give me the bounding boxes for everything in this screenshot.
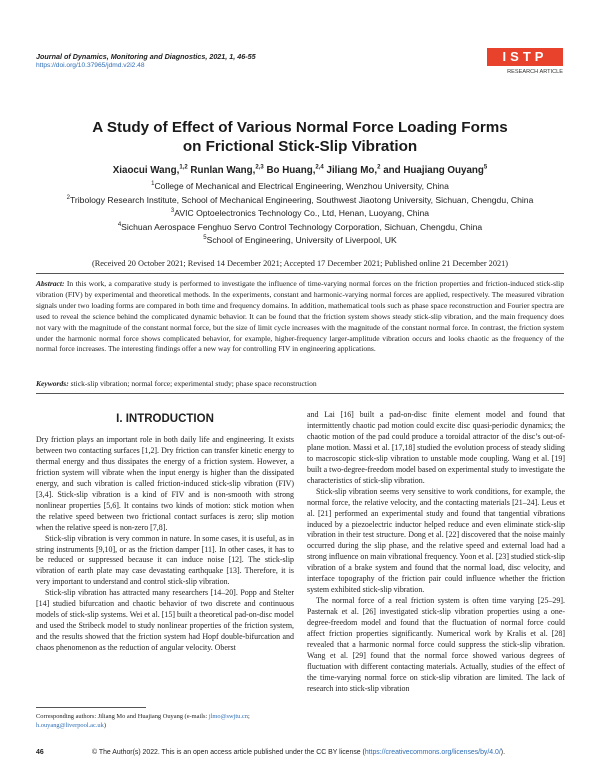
body-column-left xyxy=(36,435,294,654)
page-number: 46 xyxy=(36,749,44,756)
affiliation-text: AVIC Optoelectronics Technology Co., Ltd, Henan, Luoyang, China xyxy=(174,208,430,219)
author-name: and Huajiang Ouyang xyxy=(383,165,484,176)
author-affiliation-marker: 2 xyxy=(377,164,381,171)
author-name: Jiliang Mo, xyxy=(326,165,378,176)
affiliation-item xyxy=(30,234,570,248)
author-name: Bo Huang, xyxy=(266,165,316,176)
affiliation-text: Tribology Research Institute, School of Mechanical Engineering, Southwest Jiaotong University, Sichuan, Chengdu, China xyxy=(69,194,534,205)
keywords xyxy=(36,379,564,388)
author-affiliation-marker: 2,3 xyxy=(255,164,264,171)
email-link-2[interactable]: h.ouyang@liverpool.ac.uk xyxy=(36,722,104,730)
article-type-label: RESEARCH ARTICLE xyxy=(507,69,563,75)
body-paragraph: Dry friction plays an important role in both daily life and engineering. It exists between two contacting surfaces [1,2]. Dry friction can transfer kinetic energy to thermal energy and thus dissipates the energy of a friction system. However, a friction system will vibrate when the input energy is higher than the dissipated energy, and such vibration is called friction-induced stick-slip vibration (FIV) [3,4]. Stick-slip vibration is a kind of FIV and is non-smooth with strong nonlinear properties [5,6]. It contains two kinds of motion: stick motion when the relative speed between two frictional contact surfaces is zero; slip motion when the relative speed is non-zero [7,8]. xyxy=(36,435,294,532)
body-paragraph: Stick-slip vibration is very common in nature. In some cases, it is useful, as in string instruments [9,10], or as the friction damper [11]. In other cases, it has to be reduced or suppressed because it can induce noise [12]. The stick-slip vibration of earth plate may case devastating earthquake [13]. Therefore, it is very important to understand and control stick-slip vibration. xyxy=(36,533,294,587)
keywords-text: stick-slip vibration; normal force; experimental study; phase space reconstruction xyxy=(68,379,317,388)
affiliation-number: 2 xyxy=(66,194,70,201)
footnote-text: Corresponding authors: Jiliang Mo and Huajiang Ouyang (e-mails: xyxy=(36,713,209,720)
title-line-1: A Study of Effect of Various Normal Force Loading Forms xyxy=(92,119,508,136)
footnote-separator: ; xyxy=(247,713,250,720)
footnote-close: ) xyxy=(103,722,106,730)
affiliation-text: College of Mechanical and Electrical Engineering, Wenzhou University, China xyxy=(154,181,449,191)
affiliation-item xyxy=(30,194,570,208)
istp-logo xyxy=(487,48,563,75)
author-list xyxy=(40,165,560,176)
title-line-2: on Frictional Stick-Slip Vibration xyxy=(182,138,418,155)
author-name: Xiaocui Wang, xyxy=(112,165,180,176)
affiliation-number: 4 xyxy=(117,221,122,228)
author-affiliation-marker: 2,4 xyxy=(315,164,324,171)
body-paragraph: Stick-slip vibration has attracted many researchers [14–20]. Popp and Stelter [14] studied bifurcation and chaotic behavior of two discrete and continuous models of stick-slip systems. Wei et al. [15] built a theoretical pad-on-disc model and used the Stribeck model to study nonlinear properties of the friction system, and the results showed that the friction system had Hopf double-bifurcation and chaos phenomenon as the reduction of angular velocity. Oberst xyxy=(36,588,294,653)
author-affiliation-marker: 1,2 xyxy=(179,164,188,171)
abstract-label: Abstract: xyxy=(36,279,65,288)
abstract-top-rule xyxy=(36,273,564,274)
license-text: © The Author(s) 2022. This is an open access article published under the CC BY license ( xyxy=(92,749,365,756)
affiliation-number: 1 xyxy=(151,181,155,188)
body-column-right xyxy=(307,410,565,695)
email-link-1[interactable]: jlmo@swjtu.cn xyxy=(208,713,248,720)
corresponding-author-footnote xyxy=(36,712,294,731)
section-heading: I. INTRODUCTION xyxy=(116,413,214,425)
keywords-label: Keywords: xyxy=(36,379,69,388)
license-link[interactable]: https://creativecommons.org/licenses/by/4.0/ xyxy=(364,749,501,756)
license-text-end: ). xyxy=(500,749,505,756)
doi-link[interactable]: https://doi.org/10.37965/jdmd.v2i2.48 xyxy=(36,62,145,69)
author-name: Runlan Wang, xyxy=(190,165,256,176)
affiliation-list xyxy=(30,180,570,248)
body-paragraph: and Lai [16] built a pad-on-disc finite element model and found that intermittently chaotic pad motion could excite disc quasi-periodic dynamics; the chaotic motion of the pad could produce a toroidal attractor of the disc’s out-of-plane motion. Massi et al. [17,18] studied the evolution process of steady sliding to macroscopic stick-slip vibration to unstable mode coupling. Wang et al. [19] built a two-degree-freedom model based on experimental study to investigate the characteristics of stick-slip vibration. xyxy=(307,410,565,485)
license-statement xyxy=(92,749,505,756)
journal-citation: Journal of Dynamics, Monitoring and Diagnostics, 2021, 1, 46-55 xyxy=(36,52,256,61)
body-paragraph: The normal force of a real friction system is often time varying [25–29]. Pasternak et al. [26] investigated stick-slip vibration properties using a one-degree-freedom model and found that the fluctuation of normal force could affect friction properties significantly. Numerical work by Kralis et al. [28] revealed that a harmonic normal force could suppress the stick-slip vibration. Wang et al. [29] found that the normal force showed various degrees of fluctuation with different contacting materials. Actually, studies of the effect of the time-varying normal force on stick-slip vibration are limited. The lack of research into stick-slip vibration xyxy=(307,596,565,693)
publication-history: (Received 20 October 2021; Revised 14 December 2021; Accepted 17 December 2021; Published online 21 December 2021) xyxy=(91,259,509,268)
abstract-text: In this work, a comparative study is performed to investigate the influence of time-varying normal forces on the friction properties and friction-induced stick-slip vibration (FIV) by experimental and theoretical methods. In the experiments, constant and harmonic-varying normal forces are applied, respectively. The measured vibration signals under two loading forms are compared in both time and frequency domains. In addition, mathematical tools such as phase space reconstruction and Fourier spectra are used to reveal the science behind the complicated dynamic behavior. It can be found that the friction system shows steady stick-slip vibration, and the main frequency does not vary with the magnitude of the constant normal force, but the size of limit cycle increases with the magnitude of the constant normal force. In contrast, the friction system under the harmonic normal force shows complicated behavior, for example, higher-frequency larger-amplitude vibration occurs and looks chaotic as the frequency of the normal force increases. The interesting findings offer a new way for controlling FIV in engineering applications. xyxy=(36,279,564,354)
paper-title xyxy=(40,118,560,156)
affiliation-item xyxy=(30,221,570,235)
affiliation-number: 3 xyxy=(170,208,175,215)
abstract-bottom-rule xyxy=(36,393,564,394)
affiliation-number: 5 xyxy=(203,235,207,242)
footnote-rule xyxy=(36,707,146,708)
body-paragraph: Stick-slip vibration seems very sensitive to work conditions, for example, the normal force, the relative velocity, and the contacting materials [21–24]. Leus et al. [21] performed an experimental study and found that tangential vibrations induced by a piezoelectric inductor helped reduce and even eliminate stick-slip vibration in their test structure. Dong et al. [22] discovered that the noise mainly occurred during the slip phase, and the relative speed and external load had a strong influence on main vibrational frequency. Yoon et al. [23] studied stick-slip vibration of a brake system and found that the normal load, disc velocity, and interface topography of the friction pair could influence whether the friction system exhibited stick-slip vibration. xyxy=(307,486,565,595)
author-affiliation-marker: 5 xyxy=(483,164,488,171)
affiliation-item xyxy=(30,207,570,221)
affiliation-item xyxy=(30,180,570,194)
abstract xyxy=(36,279,564,355)
affiliation-text: School of Engineering, University of Liverpool, UK xyxy=(206,235,397,246)
istp-logo-mark: ISTP xyxy=(487,48,563,66)
affiliation-text: Sichuan Aerospace Fenghuo Servo Control Technology Corporation, Sichuan, Chengdu, China xyxy=(121,221,483,232)
